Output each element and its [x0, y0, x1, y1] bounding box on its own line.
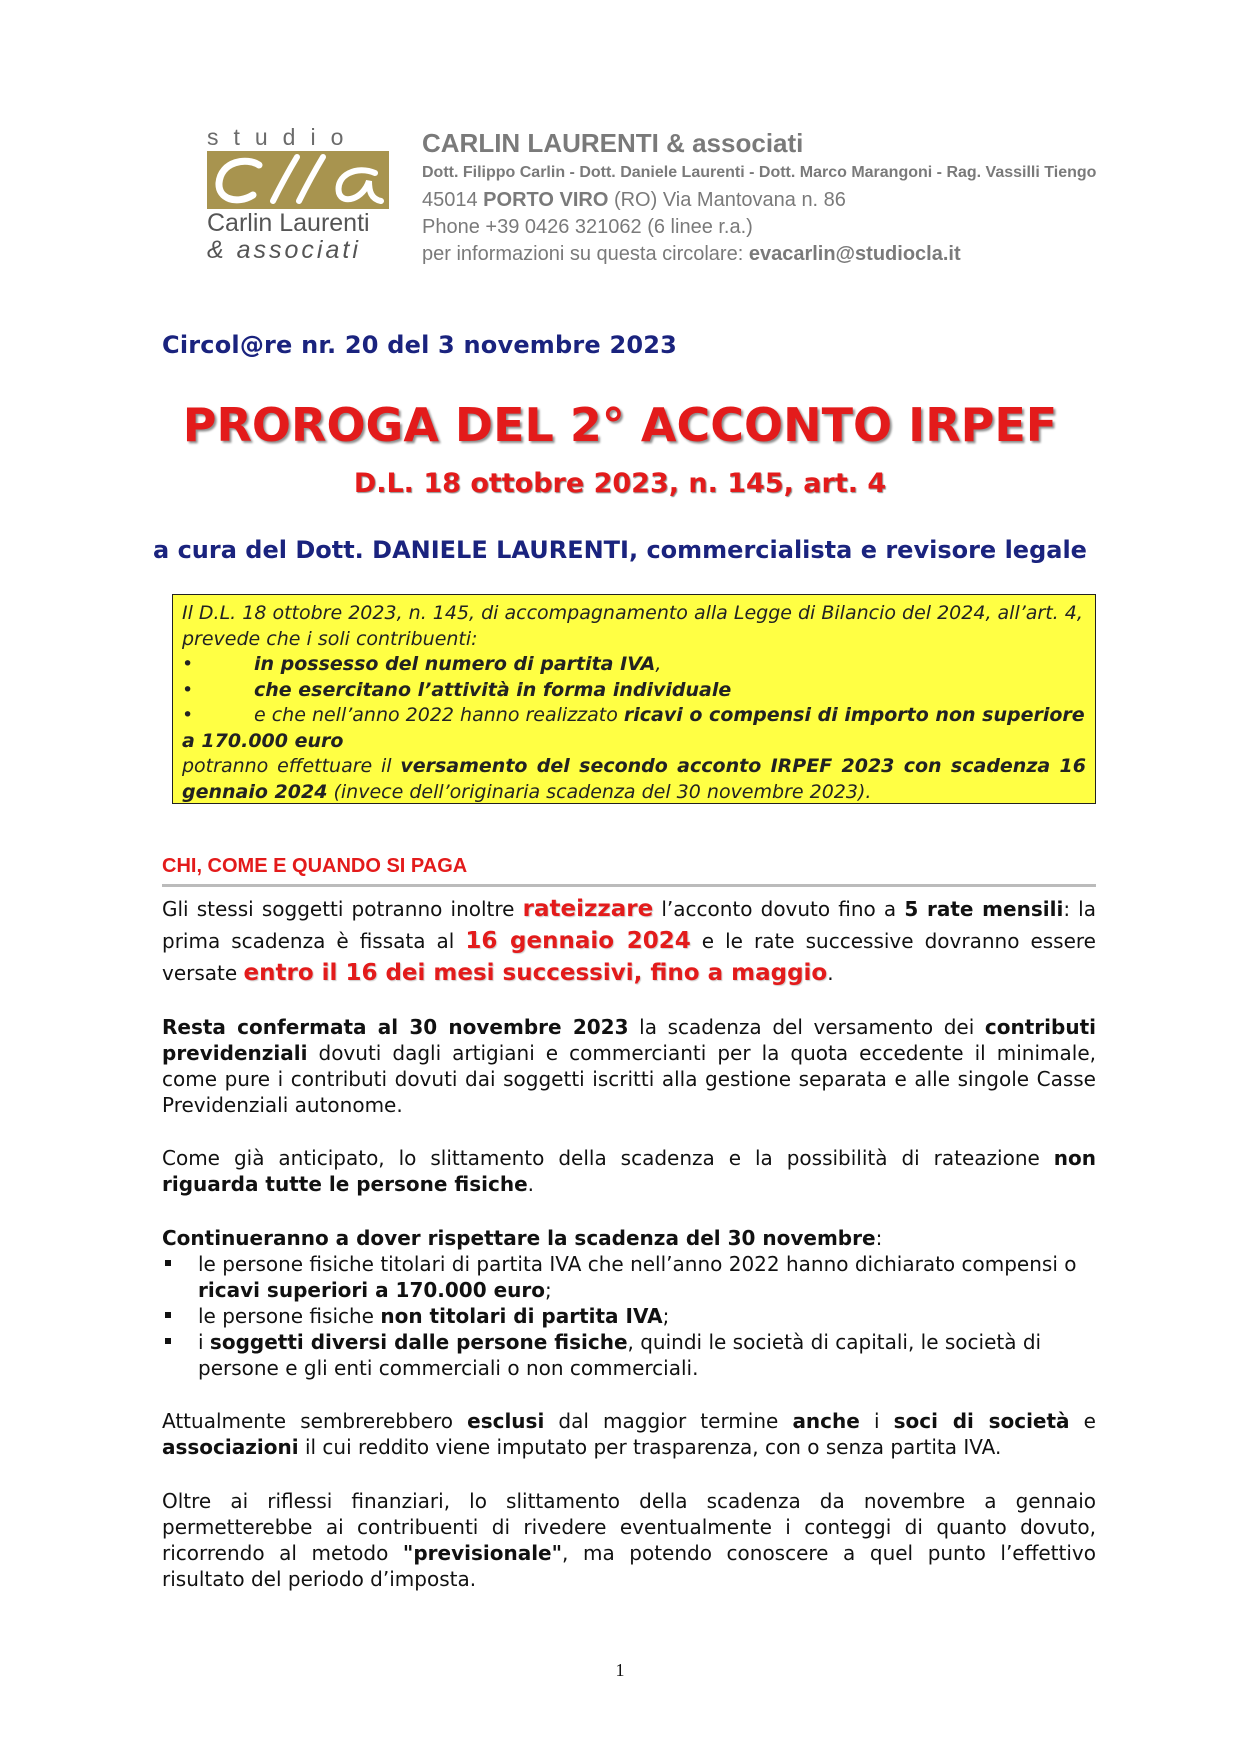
info-label: per informazioni su questa circolare: — [422, 243, 749, 265]
firm-phone: Phone +39 0426 321062 (6 linee r.a.) — [422, 216, 753, 238]
list-item — [162, 1329, 1096, 1381]
p5-bold-2: anche — [792, 1409, 860, 1433]
box-outro — [182, 754, 1086, 805]
paragraph-riflessi — [162, 1488, 1096, 1592]
list-item — [162, 1303, 1096, 1329]
p5-text-5: il cui reddito viene imputato per trasparenza, con o senza partita IVA. — [298, 1435, 1002, 1459]
li3-bold: soggetti diversi dalle persone fisiche — [209, 1330, 628, 1354]
box-intro: Il D.L. 18 ottobre 2023, n. 145, di accompagnamento alla Legge di Bilancio del 2024, all’art. 4, prevede che i soli contribuenti: — [182, 602, 1083, 650]
firm-partners: Dott. Filippo Carlin - Dott. Daniele Laurenti - Dott. Marco Marangoni - Rag. Vassilli Tiengo — [422, 164, 1097, 181]
box-outro-pre: potranno effettuare il — [182, 755, 401, 777]
address-zip: 45014 — [422, 189, 484, 211]
p2-text-2: dovuti dagli artigiani e commercianti per la quota eccedente il minimale, come pure i contributi dovuti dai soggetti iscritti alla gestione separata e alle singole Casse Previdenziali autonome. — [162, 1041, 1096, 1117]
logo-name-line1: Carlin Laurenti — [207, 209, 370, 237]
firm-info — [422, 241, 1202, 268]
p5-text-4: e — [1069, 1409, 1096, 1433]
logo-name-line2: & associati — [207, 236, 361, 264]
li1-bold: ricavi superiori a 170.000 euro — [198, 1278, 546, 1302]
paragraph-esclusi — [162, 1408, 1096, 1460]
p5-text-3: i — [859, 1409, 894, 1433]
p1-text-1: Gli stessi soggetti potranno inoltre — [162, 897, 523, 921]
li3-text: i — [198, 1330, 210, 1354]
bullet-icon: • — [182, 678, 194, 701]
paragraph-rateizzazione — [162, 893, 1096, 989]
p1-red-3: entro il 16 dei mesi successivi, fino a maggio — [243, 960, 828, 986]
p1-text-3: : la prima scadenza è fissata al — [162, 897, 1096, 953]
box-bullet-2-text: che esercitano l’attività in forma individuale — [254, 678, 732, 701]
box-bullet-1 — [182, 652, 1086, 678]
box-bullet-1-tail: , — [655, 653, 662, 675]
box-bullet-3-text: e che nell’anno 2022 hanno realizzato — [254, 704, 624, 726]
li1-end: ; — [545, 1278, 552, 1302]
p2-bold-1: Resta confermata al 30 novembre 2023 — [162, 1015, 629, 1039]
p1-bold-1: 5 rate mensili — [904, 897, 1064, 921]
p2-text-1: la scadenza del versamento dei — [628, 1015, 985, 1039]
li2-bold: non titolari di partita IVA — [380, 1304, 663, 1328]
p5-text-2: dal maggior termine — [544, 1409, 793, 1433]
box-outro-post: (invece dell’originaria scadenza del 30 novembre 2023). — [327, 780, 872, 803]
li3-end: , quindi le società di capitali, le società di persone e gli enti commerciali o non commerciali. — [198, 1330, 1042, 1380]
box-bullet-3-cont — [182, 729, 1086, 755]
box-bullet-3-bold: ricavi o compensi di importo non superiore — [623, 704, 1085, 726]
document-subtitle: D.L. 18 ottobre 2023, n. 145, art. 4 — [353, 468, 887, 499]
p3-text-2: . — [527, 1172, 534, 1196]
p6-text-2: , ma potendo conoscere a quel punto l’effettivo risultato del periodo d’imposta. — [162, 1541, 1096, 1591]
circolare-number: Circol@re nr. 20 del 3 novembre 2023 — [162, 331, 678, 359]
p3-bold-1: non riguarda tutte le persone fisiche — [162, 1146, 1096, 1196]
p1-red-2: 16 gennaio 2024 — [465, 928, 691, 954]
p6-text-1: Oltre ai riflessi finanziari, lo slittamento della scadenza da novembre a gennaio permetterebbe ai contribuenti di rivedere eventualmente i conteggi di quanto dovuto, ricorrendo al metodo — [162, 1489, 1096, 1565]
cla-monogram-icon — [207, 151, 389, 209]
p2-bold-2: contributi previdenziali — [162, 1015, 1096, 1065]
exclusions-list — [162, 1251, 1096, 1381]
bullet-icon: • — [182, 653, 194, 675]
paragraph-scadenza-novembre — [162, 1225, 1096, 1381]
list-item — [162, 1251, 1096, 1303]
box-outro-bold: versamento del secondo acconto IRPEF 2023 con scadenza 16 gennaio 2024 — [182, 755, 1086, 803]
paragraph-anticipato — [162, 1145, 1096, 1197]
address-street: (RO) Via Mantovana n. 86 — [608, 189, 846, 211]
square-bullet-icon — [165, 1312, 171, 1318]
p1-red-1: rateizzare — [522, 896, 654, 922]
box-bullet-1-text: in possesso del numero di partita IVA — [254, 653, 656, 675]
address-city: PORTO VIRO — [483, 189, 609, 211]
p4-text-1: : — [875, 1226, 883, 1250]
document-title: PROROGA DEL 2° ACCONTO IRPEF — [182, 398, 1058, 452]
li2-end: ; — [662, 1304, 670, 1328]
p5-bold-3: soci di società — [893, 1409, 1070, 1433]
section-heading: CHI, COME E QUANDO SI PAGA — [162, 855, 1096, 887]
firm-header — [422, 127, 1202, 268]
document-author: a cura del Dott. DANIELE LAURENTI, commercialista e revisore legale — [153, 536, 1087, 564]
p1-text-5: . — [827, 961, 834, 985]
square-bullet-icon — [165, 1260, 171, 1266]
box-bullet-3 — [182, 703, 1086, 729]
summary-box — [172, 594, 1096, 804]
p4-bold-1: Continueranno a dover rispettare la scadenza del 30 novembre — [162, 1226, 876, 1250]
p1-text-4: e le rate successive dovranno essere versate — [162, 929, 1096, 985]
li2-text: le persone fisiche — [198, 1304, 381, 1328]
li1-text: le persone fisiche titolari di partita IVA che nell’anno 2022 hanno dichiarato compensi o — [198, 1252, 1077, 1276]
section — [162, 855, 1096, 887]
page-number: 1 — [615, 1660, 625, 1680]
p3-text-1: Come già anticipato, lo slittamento della scadenza e la possibilità di rateazione — [162, 1146, 1054, 1170]
firm-name: CARLIN LAURENTI & associati — [422, 128, 804, 158]
firm-address — [422, 187, 1202, 214]
bullet-icon: • — [182, 704, 194, 726]
box-bullet-2 — [182, 678, 1086, 704]
p6-bold-1: "previsionale" — [402, 1541, 563, 1565]
box-bullet-3-cont-text: a 170.000 euro — [182, 729, 344, 752]
square-bullet-icon — [165, 1338, 171, 1344]
logo-studio-word: studio — [207, 124, 359, 150]
p5-bold-1: esclusi — [467, 1409, 545, 1433]
paragraph-contributi — [162, 1014, 1096, 1118]
p5-bold-4: associazioni — [162, 1435, 299, 1459]
info-email-link[interactable]: evacarlin@studiocla.it — [748, 243, 961, 265]
p1-text-2: l’acconto dovuto fino a — [653, 897, 905, 921]
studio-logo — [205, 124, 390, 264]
p5-text-1: Attualmente sembrerebbero — [162, 1409, 468, 1433]
